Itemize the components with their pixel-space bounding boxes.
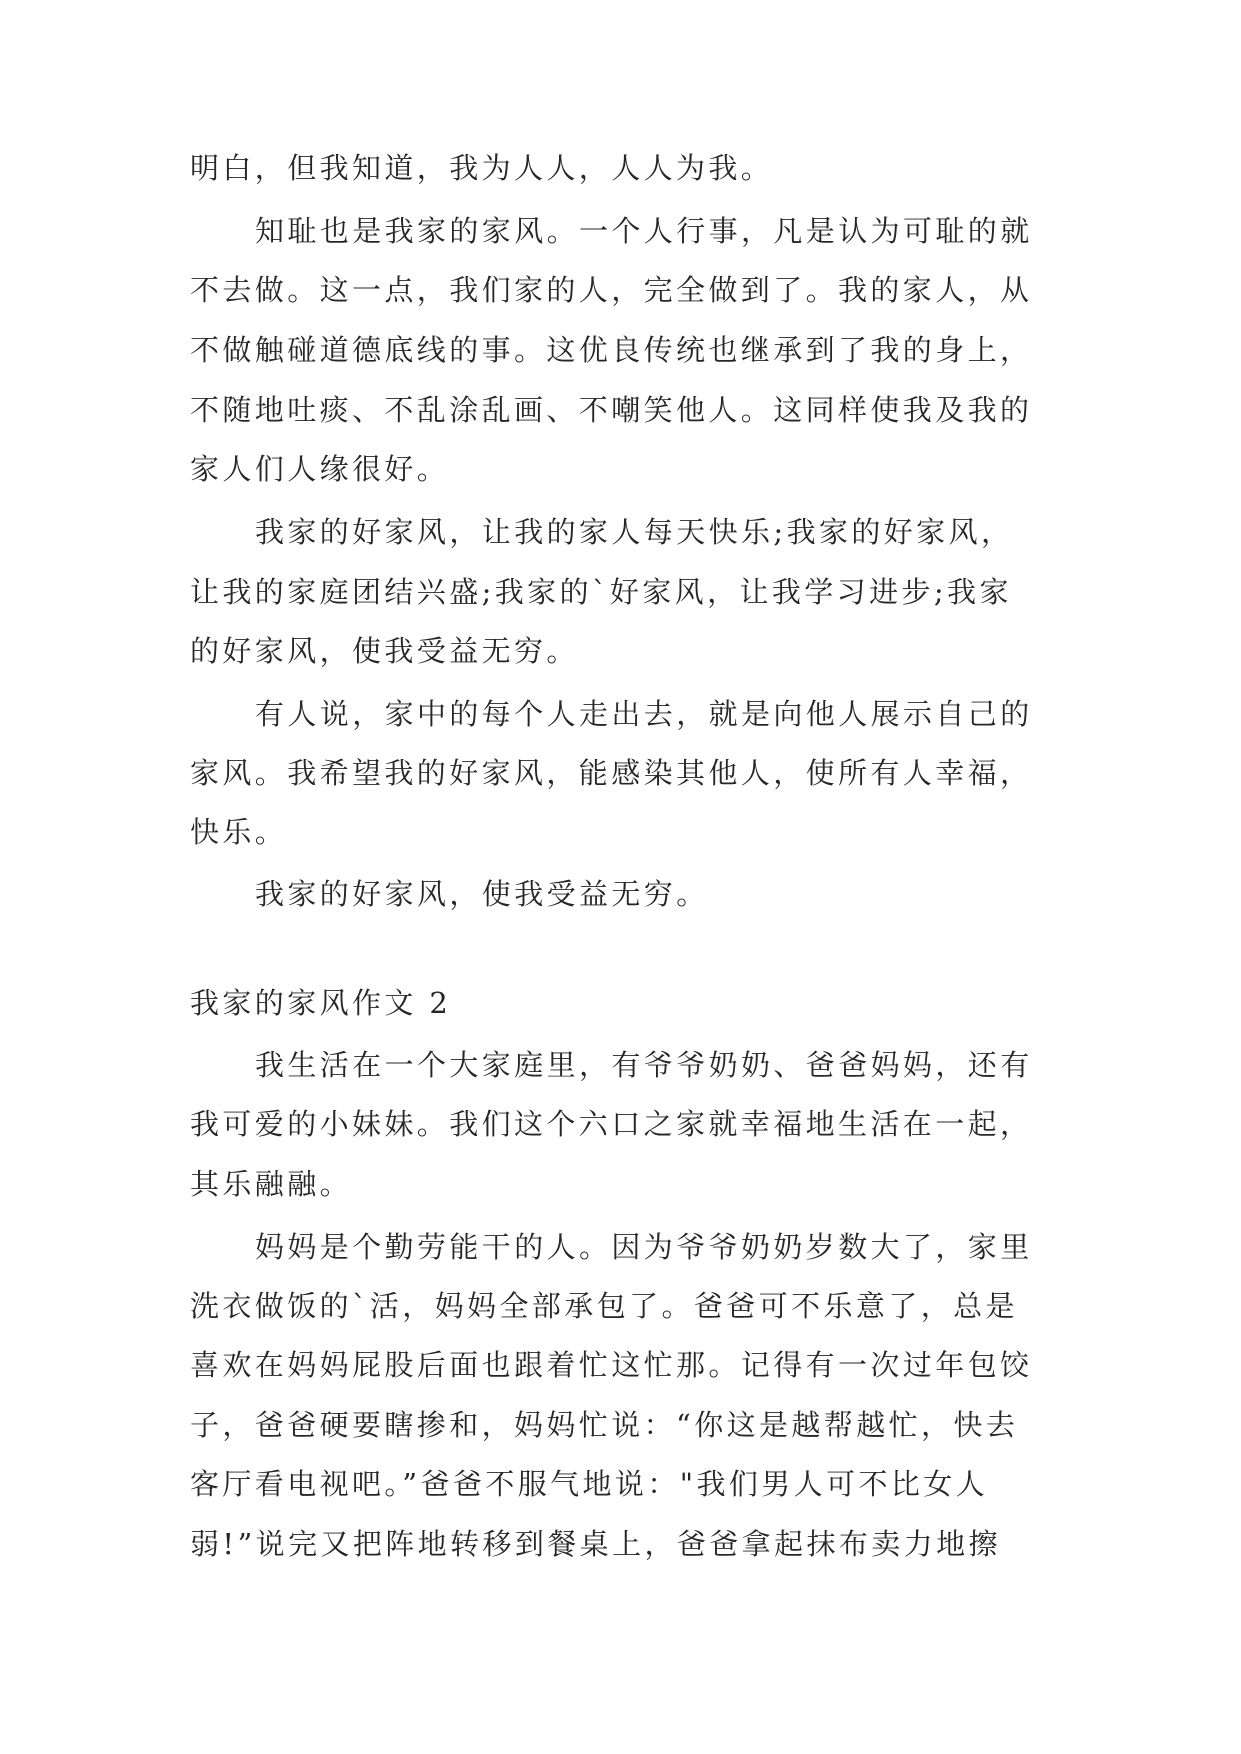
text-line: 其乐融融。: [190, 1167, 353, 1201]
text-line: 客厅看电视吧。”爸爸不服气地说："我们男人可不比女人: [190, 1467, 989, 1501]
paragraph-first-line: 知耻也是我家的家风。一个人行事，凡是认为可耻的就: [255, 214, 1033, 248]
text-line: 快乐。: [190, 815, 288, 849]
paragraph-first-line: 我生活在一个大家庭里，有爷爷奶奶、爸爸妈妈，还有: [255, 1048, 1033, 1082]
text-line: 家人们人缘很好。: [190, 452, 450, 486]
text-line: 的好家风，使我受益无穷。: [190, 634, 579, 668]
paragraph-first-line: 妈妈是个勤劳能干的人。因为爷爷奶奶岁数大了，家里: [255, 1230, 1033, 1264]
text-line: 我可爱的小妹妹。我们这个六口之家就幸福地生活在一起，: [190, 1107, 1033, 1141]
text-line: 家风。我希望我的好家风，能感染其他人，使所有人幸福，: [190, 756, 1033, 790]
paragraph-first-line: 我家的好家风，让我的家人每天快乐;我家的好家风，: [255, 515, 1014, 549]
text-line: 不去做。这一点，我们家的人，完全做到了。我的家人，从: [190, 273, 1033, 307]
text-line: 弱!”说完又把阵地转移到餐桌上，爸爸拿起抹布卖力地擦: [190, 1527, 1001, 1561]
text-line: 子，爸爸硬要瞎掺和，妈妈忙说：“你这是越帮越忙，快去: [190, 1408, 1019, 1442]
text-line: 让我的家庭团结兴盛;我家的`好家风，让我学习进步;我家: [190, 575, 1012, 609]
section-title: 我家的家风作文 2: [190, 986, 452, 1020]
text-line: 不做触碰道德底线的事。这优良传统也继承到了我的身上，: [190, 333, 1033, 367]
text-line: 不随地吐痰、不乱涂乱画、不嘲笑他人。这同样使我及我的: [190, 393, 1033, 427]
paragraph-first-line: 我家的好家风，使我受益无穷。: [255, 877, 709, 911]
text-line: 明白，但我知道，我为人人，人人为我。: [190, 151, 774, 185]
paragraph-first-line: 有人说，家中的每个人走出去，就是向他人展示自己的: [255, 697, 1033, 731]
text-line: 喜欢在妈妈屁股后面也跟着忙这忙那。记得有一次过年包饺: [190, 1348, 1033, 1382]
text-line: 洗衣做饭的`活，妈妈全部承包了。爸爸可不乐意了，总是: [190, 1289, 1018, 1323]
